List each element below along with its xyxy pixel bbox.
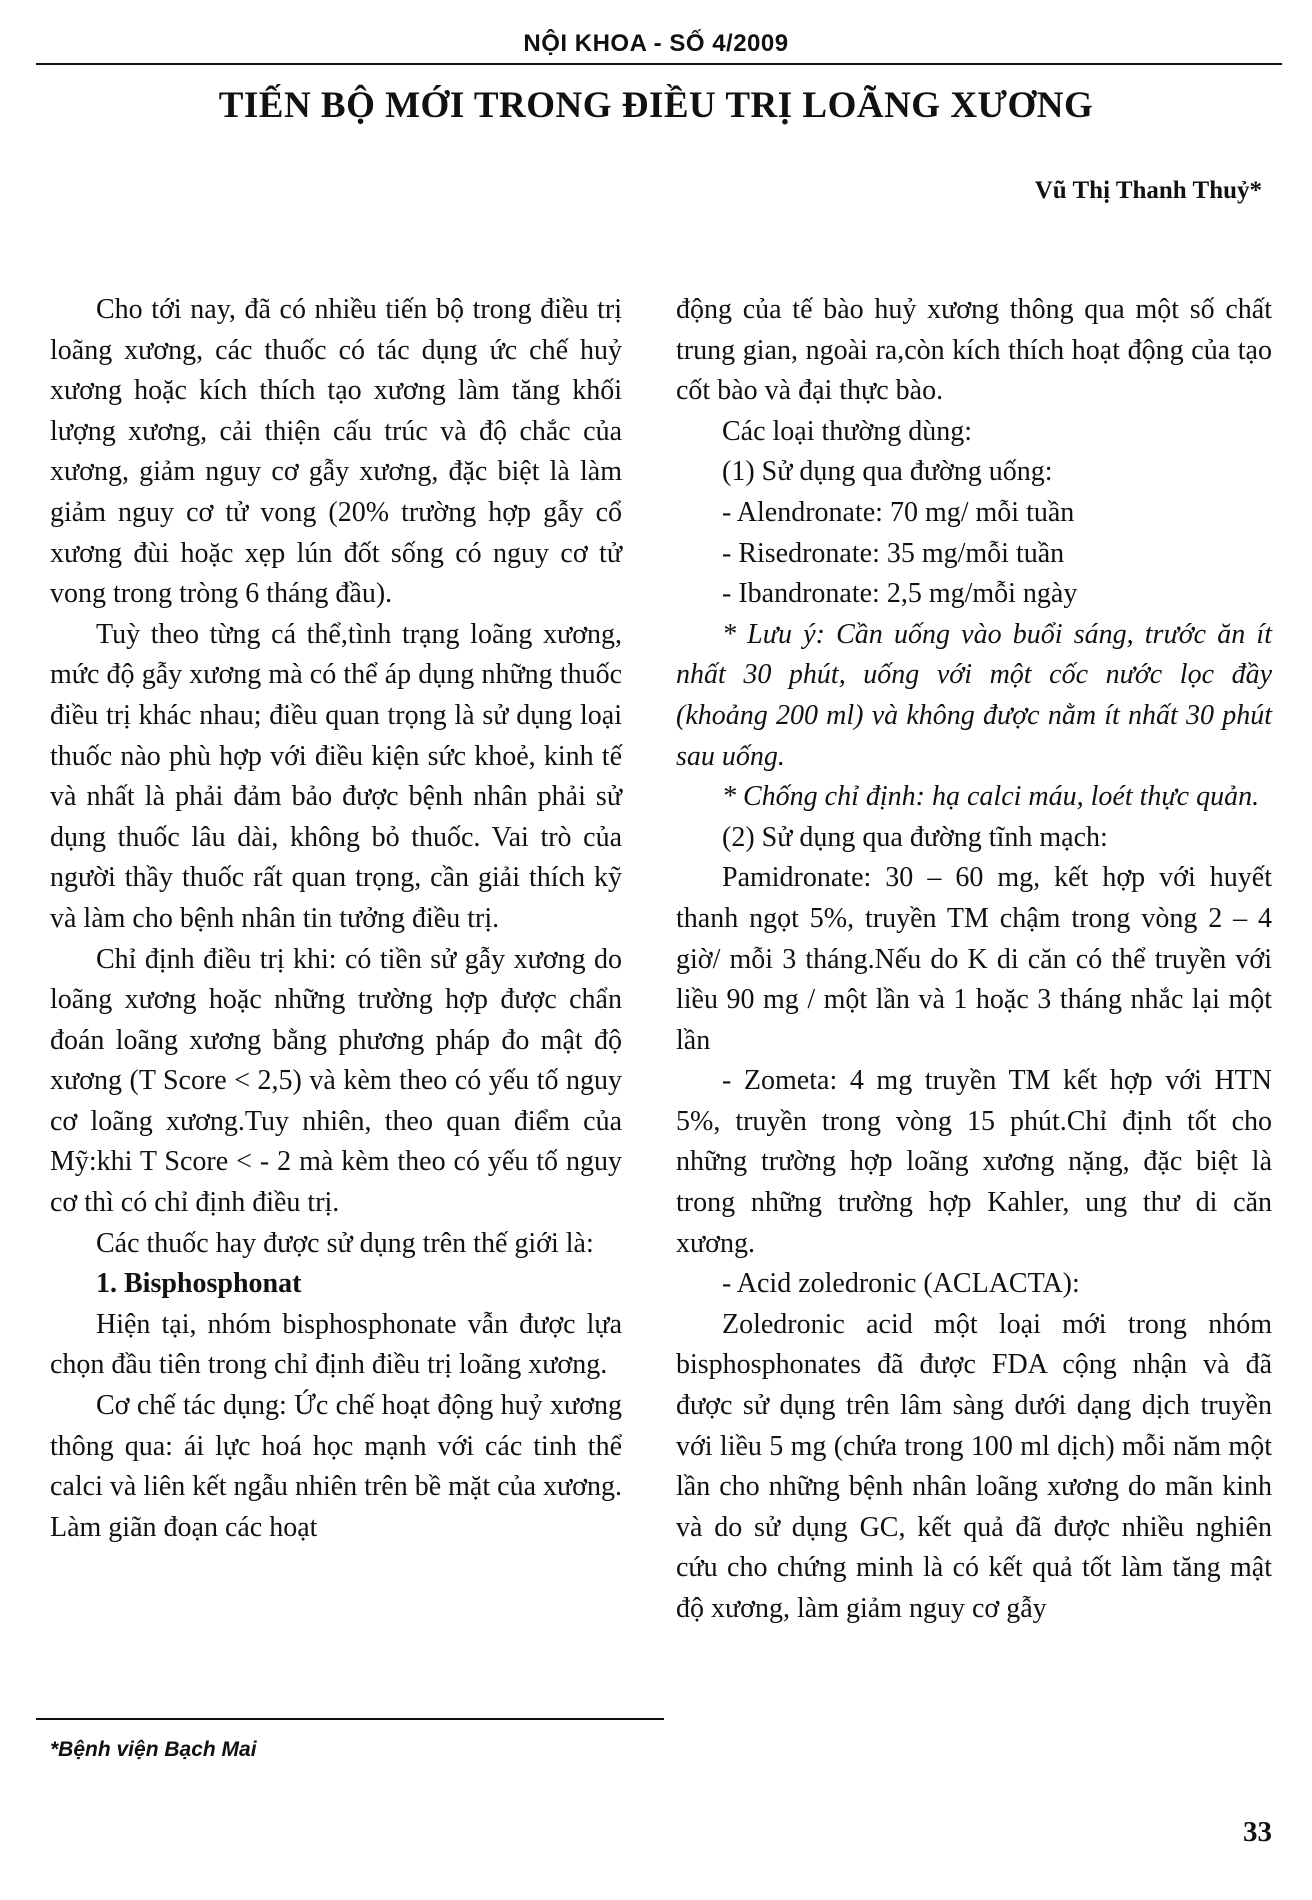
pamidronate-paragraph: Pamidronate: 30 – 60 mg, kết hợp với huyết thanh ngọt 5%, truyền TM chậm trong vòng 2 – 4 giờ/ mỗi 3 tháng.Nếu do K di căn có thể truyền với liều 90 mg / một lần và 1 hoặc 3 tháng nhắc lại một lần <box>676 862 1272 1056</box>
article-title: TIẾN BỘ MỚI TRONG ĐIỀU TRỊ LOÃNG XƯƠNG <box>218 85 1094 126</box>
acid-zoledronic-label: - Acid zoledronic (ACLACTA): <box>722 1268 1080 1300</box>
author-name: Vũ Thị Thanh Thuỷ* <box>1034 177 1262 204</box>
usage-note: * Lưu ý: Cần uống vào buổi sáng, trước ăn ít nhất 30 phút, uống với một cốc nước lọc đầy (khoảng 200 ml) và không được nằm ít nhất 30 phút sau uống. <box>676 618 1272 772</box>
intro-paragraph: Cho tới nay, đã có nhiều tiến bộ trong điều trị loãng xương, các thuốc có tác dụng ức chế huỷ xương hoặc kích thích tạo xương làm tăng khối lượng xương, cải thiện cấu trúc và độ chắc của xương, giảm nguy cơ gẫy xương, đặc biệt là làm giảm nguy cơ tử vong (20% trường hợp gẫy cổ xương đùi hoặc xẹp lún đốt sống có nguy cơ tử vong trong tròng 6 tháng đầu). <box>50 294 622 610</box>
contraindication-note: * Chống chỉ định: hạ calci máu, loét thực quản. <box>722 781 1260 813</box>
iv-route-label: (2) Sử dụng qua đường tĩnh mạch: <box>722 821 1108 853</box>
mechanism-continued-paragraph: động của tế bào huỷ xương thông qua một số chất trung gian, ngoài ra,còn kích thích hoạt động của tạo cốt bào và đại thực bào. <box>676 294 1272 407</box>
mechanism-paragraph: Cơ chế tác dụng: Ức chế hoạt động huỷ xương thông qua: ái lực hoá học mạnh với các tinh thể calci và liên kết ngẫu nhiên trên bề mặt của xương. Làm giãn đoạn các hoạt <box>50 1390 622 1543</box>
footnote-divider <box>36 1718 664 1720</box>
treatment-choice-paragraph: Tuỳ theo từng cá thể,tình trạng loãng xương, mức độ gẫy xương mà có thể áp dụng những thuốc điều trị khác nhau; điều quan trọng là sử dụng loại thuốc nào phù hợp với điều kiện sức khoẻ, kinh tế và nhất là phải đảm bảo được bệnh nhân phải sử dụng thuốc lâu dài, không bỏ thuốc. Vai trò của người thầy thuốc rất quan trọng, cần giải thích kỹ và làm cho bệnh nhân tin tưởng điều trị. <box>50 618 622 934</box>
drugs-intro-paragraph: Các thuốc hay được sử dụng trên thế giới là: <box>96 1227 594 1259</box>
indication-paragraph: Chỉ định điều trị khi: có tiền sử gẫy xương do loãng xương hoặc những trường hợp được chẩn đoán loãng xương bằng phương pháp đo mật độ xương (T Score < 2,5) và kèm theo có yếu tố nguy cơ loãng xương.Tuy nhiên, theo quan điểm của Mỹ:khi T Score < - 2 mà kèm theo có yếu tố nguy cơ thì có chỉ định điều trị. <box>50 943 622 1219</box>
ibandronate-item: - Ibandronate: 2,5 mg/mỗi ngày <box>722 578 1078 610</box>
page-number: 33 <box>1243 1816 1272 1848</box>
journal-header: NỘI KHOA - SỐ 4/2009 <box>523 30 789 57</box>
right-column <box>676 290 1272 1630</box>
alendronate-item: - Alendronate: 70 mg/ mỗi tuần <box>722 496 1075 528</box>
oral-route-label: (1) Sử dụng qua đường uống: <box>722 456 1053 488</box>
section-heading-bisphosphonat: 1. Bisphosphonat <box>96 1268 302 1300</box>
header-divider <box>36 63 1282 65</box>
risedronate-item: - Risedronate: 35 mg/mỗi tuần <box>722 537 1065 569</box>
zoledronic-acid-paragraph: Zoledronic acid một loại mới trong nhóm bisphosphonates đã được FDA cộng nhận và đã được sử dụng trên lâm sàng dưới dạng dịch truyền với liều 5 mg (chứa trong 100 ml dịch) mỗi năm một lần cho những bệnh nhân loãng xương do mãn kinh và do sử dụng GC, kết quả đã được nhiều nghiên cứu cho chứng minh là có kết quả tốt làm tăng mật độ xương, làm giảm nguy cơ gẫy <box>676 1308 1272 1624</box>
footnote-affiliation: *Bệnh viện Bạch Mai <box>50 1738 257 1761</box>
zometa-paragraph: - Zometa: 4 mg truyền TM kết hợp với HTN 5%, truyền trong vòng 15 phút.Chỉ định tốt cho những trường hợp loãng xương nặng, đặc biệt là trong những trường hợp Kahler, ung thư di căn xương. <box>676 1065 1272 1259</box>
common-types-label: Các loại thường dùng: <box>722 415 973 447</box>
left-column <box>50 290 622 1548</box>
bisphosphonate-paragraph: Hiện tại, nhóm bisphosphonate vẫn được lựa chọn đầu tiên trong chỉ định điều trị loãng xương. <box>50 1308 622 1381</box>
